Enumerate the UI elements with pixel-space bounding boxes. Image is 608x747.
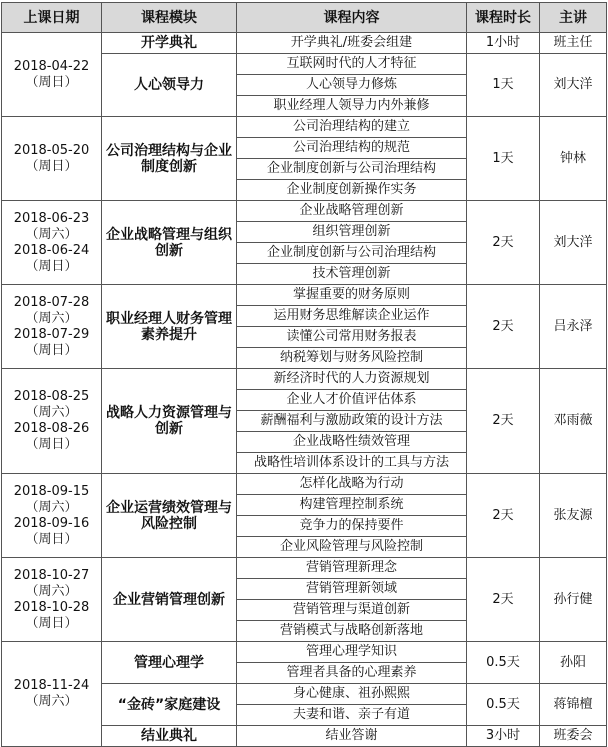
lecturer-name: 钟林 <box>540 117 607 201</box>
course-date: 2018-06-23 <box>13 210 90 226</box>
course-weekday: （周六） <box>25 499 78 515</box>
lecturer-name: 张友源 <box>540 474 607 558</box>
lecturer-name: 邓雨薇 <box>540 369 607 474</box>
content-item: 公司治理结构的建立 <box>237 117 467 138</box>
course-weekday: （周日） <box>25 258 78 274</box>
content-item: 企业战略性绩效管理 <box>237 432 467 453</box>
lecturer-name: 班委会 <box>540 726 607 747</box>
module-name: 企业运营绩效管理与风险控制 <box>102 474 237 558</box>
content-item: 企业制度创新操作实务 <box>237 180 467 201</box>
course-date: 2018-10-27 <box>13 567 90 583</box>
course-date: 2018-07-28 <box>13 294 90 310</box>
module-name: “金砖”家庭建设 <box>102 684 237 726</box>
module-name: 公司治理结构与企业制度创新 <box>102 117 237 201</box>
content-item: 营销模式与战略创新落地 <box>237 621 467 642</box>
content-item: 企业人才价值评估体系 <box>237 390 467 411</box>
lecturer-name: 吕永泽 <box>540 285 607 369</box>
lecturer-name: 孙行健 <box>540 558 607 642</box>
lecturer-name: 刘大洋 <box>540 54 607 117</box>
content-item: 管理者具备的心理素养 <box>237 663 467 684</box>
lecturer-name: 班主任 <box>540 33 607 54</box>
header-duration: 课程时长 <box>467 3 540 33</box>
content-item: 构建管理控制系统 <box>237 495 467 516</box>
date-cell <box>2 558 102 642</box>
duration-value: 1天 <box>467 117 540 201</box>
module-name: 企业战略管理与组织创新 <box>102 201 237 285</box>
course-date: 2018-05-20 <box>13 142 90 158</box>
content-item: 互联网时代的人才特征 <box>237 54 467 75</box>
content-item: 新经济时代的人力资源规划 <box>237 369 467 390</box>
course-weekday: （周日） <box>25 158 78 174</box>
content-item: 组织管理创新 <box>237 222 467 243</box>
table-row <box>2 558 607 579</box>
content-item: 战略性培训体系设计的工具与方法 <box>237 453 467 474</box>
header-module: 课程模块 <box>102 3 237 33</box>
content-item: 竞争力的保持要件 <box>237 516 467 537</box>
date-cell <box>2 285 102 369</box>
date-cell <box>2 201 102 285</box>
course-weekday: （周六） <box>25 583 78 599</box>
table-row <box>2 285 607 306</box>
course-weekday: （周六） <box>25 694 78 709</box>
course-date: 2018-06-24 <box>13 242 90 258</box>
date-cell <box>2 117 102 201</box>
module-name: 管理心理学 <box>102 642 237 684</box>
content-item: 营销管理新理念 <box>237 558 467 579</box>
content-item: 企业制度创新与公司治理结构 <box>237 159 467 180</box>
content-item: 管理心理学知识 <box>237 642 467 663</box>
course-schedule-table <box>1 2 607 747</box>
date-cell <box>2 33 102 117</box>
course-weekday: （周六） <box>25 310 78 326</box>
duration-value: 2天 <box>467 558 540 642</box>
content-item: 企业制度创新与公司治理结构 <box>237 243 467 264</box>
module-name: 人心领导力 <box>102 54 237 117</box>
course-date: 2018-11-24 <box>13 678 90 693</box>
duration-value: 0.5天 <box>467 642 540 684</box>
content-item: 公司治理结构的规范 <box>237 138 467 159</box>
content-item: 夫妻和谐、亲子有道 <box>237 705 467 726</box>
course-weekday: （周日） <box>25 342 78 358</box>
duration-value: 1小时 <box>467 33 540 54</box>
course-date: 2018-10-28 <box>13 599 90 615</box>
course-date: 2018-08-26 <box>13 421 90 436</box>
module-name: 战略人力资源管理与创新 <box>102 369 237 474</box>
content-item: 开学典礼/班委会组建 <box>237 33 467 54</box>
module-name: 开学典礼 <box>102 33 237 54</box>
lecturer-name: 孙阳 <box>540 642 607 684</box>
course-date: 2018-09-16 <box>13 515 90 531</box>
course-date: 2018-04-22 <box>13 58 90 74</box>
course-weekday: （周日） <box>25 437 78 452</box>
duration-value: 2天 <box>467 369 540 474</box>
module-name: 职业经理人财务管理素养提升 <box>102 285 237 369</box>
header-date: 上课日期 <box>2 3 102 33</box>
content-item: 读懂公司常用财务报表 <box>237 327 467 348</box>
date-cell <box>2 474 102 558</box>
course-weekday: （周日） <box>25 531 78 547</box>
table-row <box>2 33 607 54</box>
table-row <box>2 201 607 222</box>
content-item: 怎样化战略为行动 <box>237 474 467 495</box>
content-item: 掌握重要的财务原则 <box>237 285 467 306</box>
content-item: 企业战略管理创新 <box>237 201 467 222</box>
content-item: 运用财务思维解读企业运作 <box>237 306 467 327</box>
course-weekday: （周日） <box>25 74 78 90</box>
table-row <box>2 117 607 138</box>
content-item: 营销管理与渠道创新 <box>237 600 467 621</box>
date-cell <box>2 642 102 747</box>
schedule-body <box>2 33 607 747</box>
table-row <box>2 474 607 495</box>
duration-value: 3小时 <box>467 726 540 747</box>
lecturer-name: 刘大洋 <box>540 201 607 285</box>
content-item: 纳税筹划与财务风险控制 <box>237 348 467 369</box>
header-lecturer: 主讲 <box>540 3 607 33</box>
content-item: 结业答谢 <box>237 726 467 747</box>
course-weekday: （周六） <box>25 226 78 242</box>
duration-value: 2天 <box>467 474 540 558</box>
table-row <box>2 642 607 663</box>
course-weekday: （周六） <box>25 405 78 420</box>
lecturer-name: 蒋锦檀 <box>540 684 607 726</box>
content-item: 营销管理新领域 <box>237 579 467 600</box>
table-row <box>2 369 607 390</box>
duration-value: 1天 <box>467 54 540 117</box>
duration-value: 2天 <box>467 285 540 369</box>
module-name: 企业营销管理创新 <box>102 558 237 642</box>
duration-value: 2天 <box>467 201 540 285</box>
content-item: 身心健康、祖孙熙熙 <box>237 684 467 705</box>
header-content: 课程内容 <box>237 3 467 33</box>
course-date: 2018-08-25 <box>13 389 90 404</box>
content-item: 企业风险管理与风险控制 <box>237 537 467 558</box>
course-date: 2018-07-29 <box>13 326 90 342</box>
content-item: 技术管理创新 <box>237 264 467 285</box>
date-cell <box>2 369 102 474</box>
content-item: 职业经理人领导力内外兼修 <box>237 96 467 117</box>
duration-value: 0.5天 <box>467 684 540 726</box>
module-name: 结业典礼 <box>102 726 237 747</box>
content-item: 薪酬福利与激励政策的设计方法 <box>237 411 467 432</box>
header-row <box>2 3 607 33</box>
course-date: 2018-09-15 <box>13 483 90 499</box>
content-item: 人心领导力修炼 <box>237 75 467 96</box>
course-weekday: （周日） <box>25 615 78 631</box>
